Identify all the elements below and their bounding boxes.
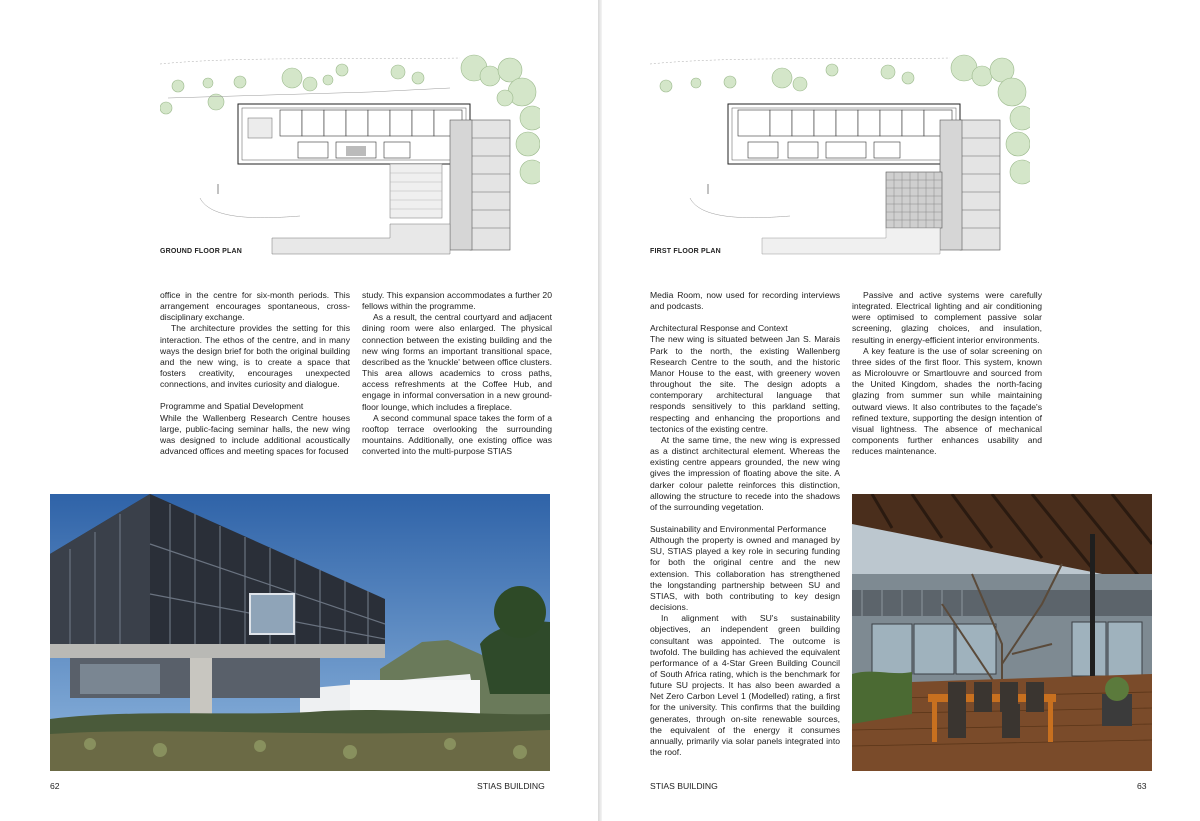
paragraph: Passive and active systems were carefully integrated. Electrical lighting and air conditioning were optimised to complement passive solar screening, glazing choices, and insulation, resulting in energy-efficient interior environments. <box>852 290 1042 345</box>
running-title: STIAS BUILDING <box>650 781 718 791</box>
right-text-column-1 <box>650 290 840 758</box>
paragraph: The new wing is situated between Jan S. Marais Park to the north, the existing Wallenberg Research Centre to the south, and the historic Manor House to the east, with greenery woven throughout the site. The design adopts a contemporary architectural language that responds sensitively to this parkland setting, respecting and enhancing the proportions and tectonics of the existing centre. <box>650 334 840 434</box>
left-text-column-1 <box>160 290 350 457</box>
left-page <box>0 0 598 821</box>
section-heading: Architectural Response and Context <box>650 323 788 334</box>
paragraph: While the Wallenberg Research Centre houses large, public-facing seminar halls, the new wing was designed to include additional acoustically advanced offices and meeting spaces for focused <box>160 412 350 457</box>
right-page <box>602 0 1200 821</box>
first-floor-plan-drawing <box>650 48 1030 258</box>
section-heading: Programme and Spatial Development <box>160 401 304 412</box>
paragraph: Media Room, now used for recording interviews and podcasts. <box>650 290 840 312</box>
paragraph: In alignment with SU's sustainability objectives, an independent green building consultant was appointed. The outcome is twofold. The building has achieved the equivalent performance of a 4-Star Green Building Council of South Africa rating, which is the benchmark for future SU projects. It has also been awarded a Net Zero Carbon Level 1 (Modelled) rating, a first for the university. This confirms that the building generates, through on-site renewable sources, the equivalent of the energy it consumes annually, primarily via solar panels integrated into the roof. <box>650 613 840 758</box>
courtyard-terrace-photo <box>852 494 1152 771</box>
paragraph: At the same time, the new wing is expressed as a distinct architectural element. Whereas the existing centre appears grounded, the new wing gives the impression of floating above the site. A darker colour palette reinforces this distinction, allowing the structure to recede into the shadows of the surrounding vegetation. <box>650 434 840 512</box>
ground-floor-plan-drawing <box>160 48 540 258</box>
paragraph: office in the centre for six-month periods. This arrangement encourages spontaneous, cross-disciplinary exchange. <box>160 290 350 323</box>
paragraph: Although the property is owned and managed by SU, STIAS played a key role in securing funding for both the original centre and the new extension. This collaboration has strengthened the longstanding partnership between SU and STIAS, with both contributing to key design decisions. <box>650 535 840 613</box>
right-text-column-2 <box>852 290 1042 457</box>
ground-floor-plan-caption: GROUND FLOOR PLAN <box>160 248 242 255</box>
page-number: 63 <box>1137 781 1147 791</box>
page-number: 62 <box>50 781 60 791</box>
paragraph: The architecture provides the setting for this interaction. The ethos of the centre, and in many ways the design brief for both the original building and the new wing, is to create a space that fosters creativity, encourages unexpected connections, and invites curiosity and dialogue. <box>160 323 350 390</box>
left-text-column-2 <box>362 290 552 457</box>
paragraph: A second communal space takes the form of a rooftop terrace overlooking the surrounding mountains. Additionally, one existing office was converted into the multi-purpose STIAS <box>362 412 552 457</box>
first-floor-plan-caption: FIRST FLOOR PLAN <box>650 248 721 255</box>
section-heading: Sustainability and Environmental Performance <box>650 523 827 534</box>
paragraph: A key feature is the use of solar screening on three sides of the first floor. This system, known as Microlouvre or Smartlouvre and sourced from the United Kingdom, shades the north-facing glazing from summer sun while maintaining outward views. It also contributes to the façade's refined texture, supporting the design intention of visual lightness. The absence of mechanical components further enhances usability and reduces maintenance. <box>852 345 1042 457</box>
building-exterior-photo <box>50 494 550 771</box>
paragraph: As a result, the central courtyard and adjacent dining room were also enlarged. The physical connection between the existing building and the new wing forms an important transitional space, described as the 'knuckle' between office clusters. This area allows academics to cross paths, access refreshments at the Coffee Hub, and engage in informal conversation in a new ground-floor lounge, which includes a fireplace. <box>362 312 552 412</box>
running-title: STIAS BUILDING <box>477 781 545 791</box>
paragraph: study. This expansion accommodates a further 20 fellows within the programme. <box>362 290 552 312</box>
